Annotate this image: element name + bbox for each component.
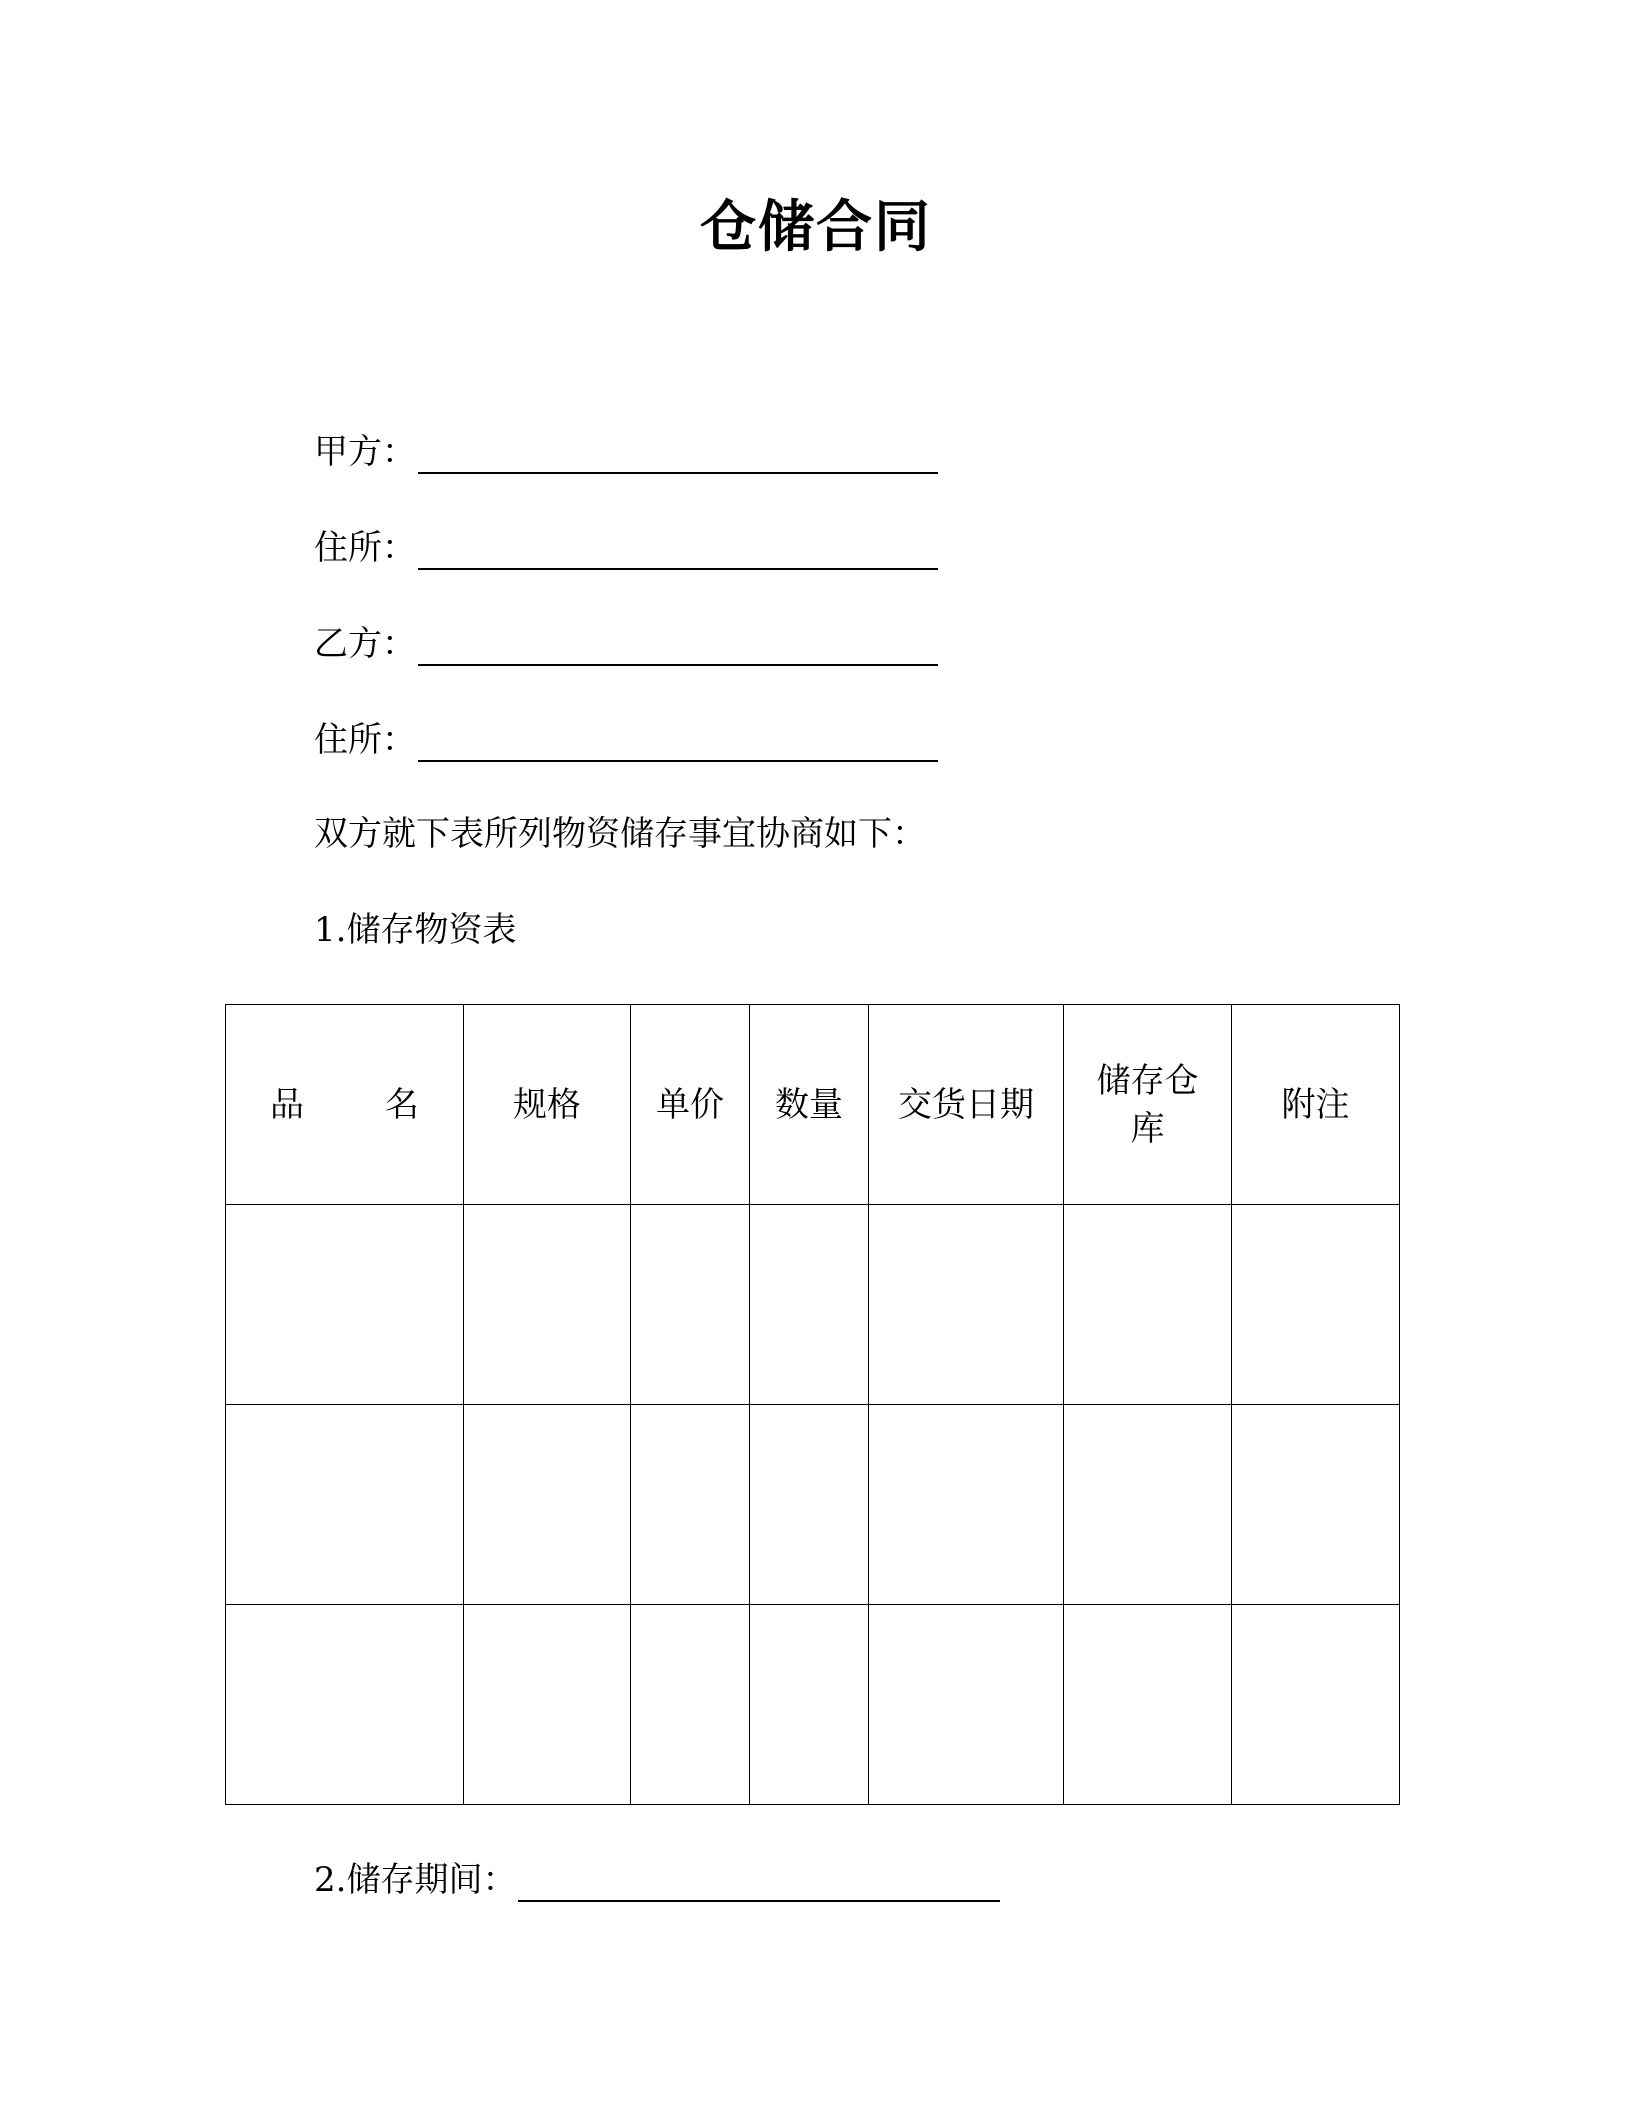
intro-paragraph: 双方就下表所列物资储存事宜协商如下： <box>314 814 926 854</box>
storage-period-label: 2.储存期间： <box>314 1860 517 1900</box>
header-warehouse-text: 储存仓库 <box>1096 1060 1199 1149</box>
table-cell[interactable] <box>464 1205 631 1405</box>
table-cell[interactable] <box>1064 1405 1232 1605</box>
party-b-label: 乙方： <box>314 624 416 664</box>
header-unit-price: 单价 <box>631 1005 750 1205</box>
party-a-field <box>314 428 938 476</box>
party-a-address-label: 住所： <box>314 528 416 568</box>
table-cell[interactable] <box>1232 1405 1400 1605</box>
header-product-name-part-1: 品 <box>270 1084 304 1125</box>
header-warehouse <box>1064 1005 1232 1205</box>
table-cell[interactable] <box>1232 1205 1400 1405</box>
storage-period-field <box>314 1856 1000 1904</box>
table-cell[interactable] <box>631 1605 750 1805</box>
table-cell[interactable] <box>750 1205 869 1405</box>
table-cell[interactable] <box>750 1605 869 1805</box>
header-remarks: 附注 <box>1232 1005 1400 1205</box>
party-a-address-field <box>314 524 938 572</box>
table-cell[interactable] <box>869 1605 1064 1805</box>
party-b-address-label: 住所： <box>314 720 416 760</box>
table-row <box>226 1605 1400 1805</box>
table-cell[interactable] <box>226 1405 464 1605</box>
table-header-row <box>226 1005 1400 1205</box>
table-cell[interactable] <box>750 1405 869 1605</box>
table-cell[interactable] <box>631 1205 750 1405</box>
section-1-heading: 1.储存物资表 <box>314 910 517 950</box>
party-a-address-blank[interactable] <box>418 538 938 570</box>
table-cell[interactable] <box>226 1605 464 1805</box>
storage-period-blank[interactable] <box>518 1870 1000 1902</box>
table-cell[interactable] <box>464 1405 631 1605</box>
header-product-name <box>226 1005 464 1205</box>
storage-goods-table <box>225 1004 1400 1805</box>
party-a-blank[interactable] <box>418 442 938 474</box>
header-product-name-part-2: 名 <box>385 1084 419 1125</box>
table-cell[interactable] <box>869 1205 1064 1405</box>
table-row <box>226 1405 1400 1605</box>
header-quantity: 数量 <box>750 1005 869 1205</box>
table-cell[interactable] <box>464 1605 631 1805</box>
table-cell[interactable] <box>631 1405 750 1605</box>
table-cell[interactable] <box>1064 1205 1232 1405</box>
table-row <box>226 1205 1400 1405</box>
table-cell[interactable] <box>1232 1605 1400 1805</box>
party-b-field <box>314 620 938 668</box>
party-a-label: 甲方： <box>314 432 416 472</box>
table-cell[interactable] <box>869 1405 1064 1605</box>
party-b-blank[interactable] <box>418 634 938 666</box>
header-spec: 规格 <box>464 1005 631 1205</box>
document-title: 仓储合同 <box>700 195 932 260</box>
table-cell[interactable] <box>1064 1605 1232 1805</box>
party-b-address-field <box>314 716 938 764</box>
party-b-address-blank[interactable] <box>418 730 938 762</box>
table-cell[interactable] <box>226 1205 464 1405</box>
header-delivery-date: 交货日期 <box>869 1005 1064 1205</box>
